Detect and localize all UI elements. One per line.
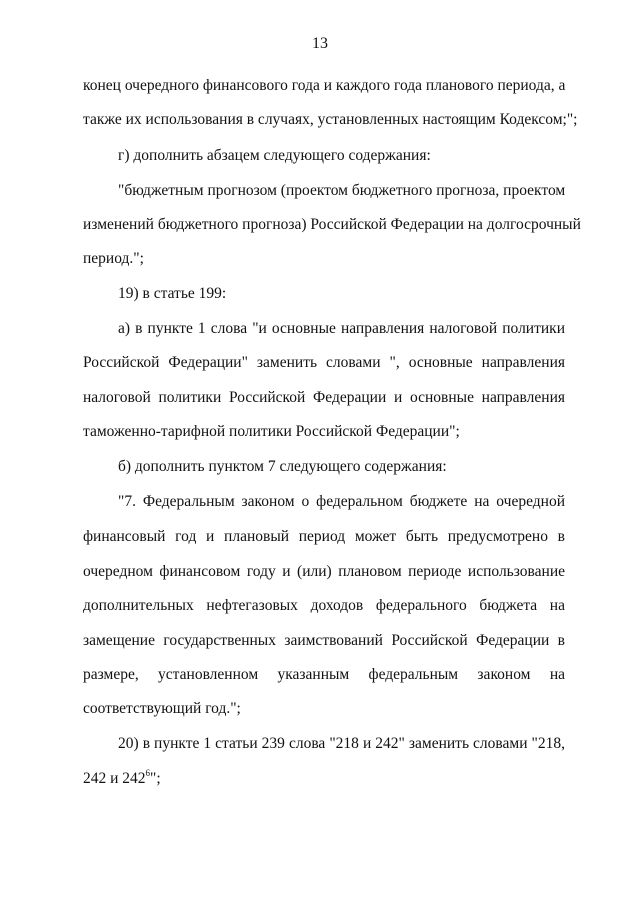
text-line-12: б) дополнить пунктом 7 следующего содержания: [118, 458, 447, 475]
text-line-6: период."; [83, 250, 144, 267]
text-line-2: также их использования в случаях, установленных настоящим Кодексом;"; [83, 111, 578, 128]
text-line-21-tail: "; [150, 770, 161, 787]
text-line-7: 19) в статье 199: [118, 285, 227, 302]
text-line-18: размере, установленном указанным федеральным законом на [83, 666, 565, 683]
text-line-20: 20) в пункте 1 статьи 239 слова "218 и 242" заменить словами "218, [118, 735, 565, 752]
text-line-8: а) в пункте 1 слова "и основные направления налоговой политики [118, 320, 565, 337]
text-line-4: "бюджетным прогнозом (проектом бюджетного прогноза, проектом [118, 182, 566, 199]
text-line-3: г) дополнить абзацем следующего содержания: [118, 147, 431, 164]
text-line-1: конец очередного финансового года и каждого года планового периода, а [83, 77, 566, 94]
text-line-14: финансовый год и плановый период может быть предусмотрено в [83, 528, 565, 545]
text-line-21 [83, 769, 565, 789]
text-line-16: дополнительных нефтегазовых доходов федерального бюджета на [83, 597, 565, 614]
text-line-5: изменений бюджетного прогноза) Российской Федерации на долгосрочный [83, 216, 581, 233]
text-line-19: соответствующий год."; [83, 700, 241, 717]
text-line-15: очередном финансовом году и (или) плановом периоде использование [83, 563, 565, 580]
text-line-11: таможенно-тарифной политики Российской Федерации"; [83, 423, 460, 440]
text-line-21-main: 242 и 242 [83, 770, 146, 787]
superscript-marker: 6 [145, 768, 151, 778]
text-line-9: Российской Федерации" заменить словами ", основные направления [83, 354, 565, 371]
text-line-13: "7. Федеральным законом о федеральном бюджете на очередной [118, 493, 565, 510]
page-number: 13 [312, 35, 328, 52]
text-line-17: замещение государственных заимствований Российской Федерации в [83, 632, 565, 649]
text-line-10: налоговой политики Российской Федерации и основные направления [83, 389, 565, 406]
